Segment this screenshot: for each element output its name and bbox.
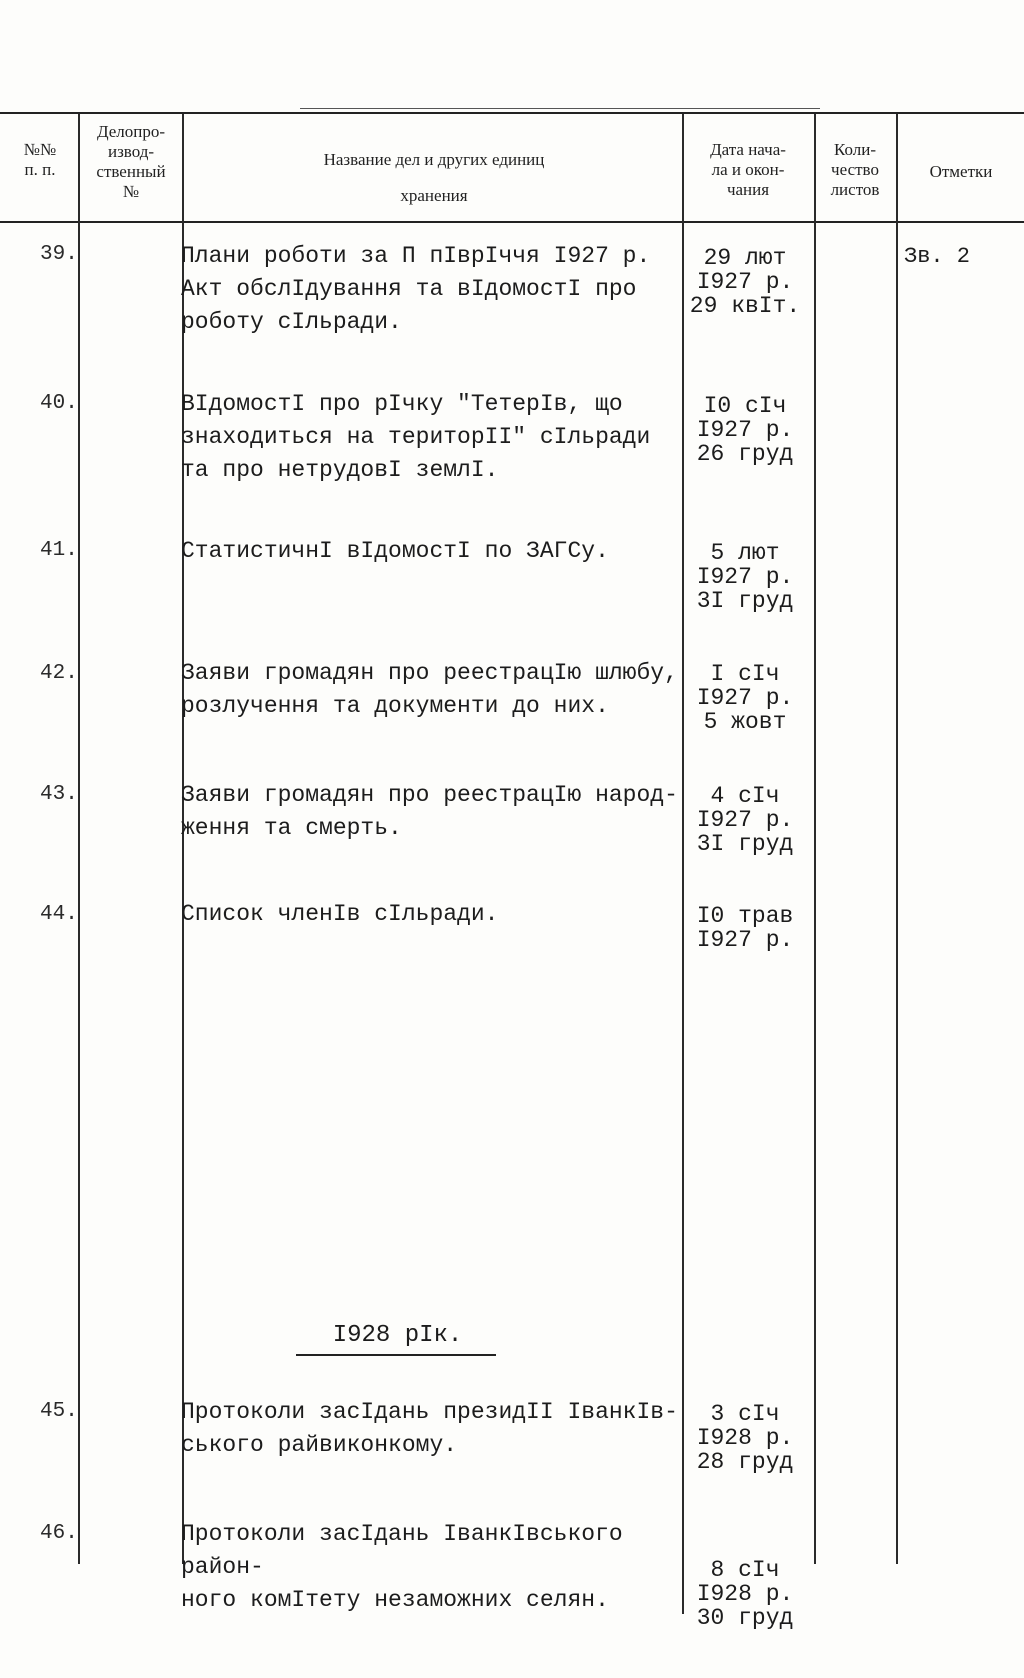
row-45-title: Протоколи засIдань президII IванкIв- ського райвиконкому. [181, 1399, 678, 1458]
row-42-dates: I сIч I927 р. 5 жовт [696, 661, 794, 735]
header-top-rule [0, 112, 1024, 114]
row-46-title: Протоколи засIдань IванкIвського район- ного комIтету незаможних селян. [181, 1521, 623, 1613]
row-42-number: 42. [40, 662, 78, 685]
row-42-title: Заяви громадян про реестрацIю шлюбу, розлучення та документи до них. [181, 660, 678, 719]
row-44-dates: I0 трав I927 р. [696, 903, 794, 953]
row-45-dates: 3 сIч I928 р. 28 груд [696, 1401, 794, 1475]
header-col-dates: Дата нача- ла и окон- чания [710, 140, 786, 199]
row-45-number: 45. [40, 1400, 78, 1423]
row-40-number: 40. [40, 392, 78, 415]
header-col-office: Делопро- извод- ственный № [96, 122, 166, 201]
column-divider-sheets [896, 114, 898, 1564]
header-bottom-rule [0, 221, 1024, 223]
row-41-title: СтатистичнI вIдомостI по ЗАГСу. [181, 538, 609, 564]
header-col-title: Название дел и других единиц хранения [323, 150, 545, 205]
header-col-notes: Отметки [929, 162, 993, 181]
column-divider-num [78, 114, 80, 1564]
row-46-number: 46. [40, 1522, 78, 1545]
year-heading: I928 рIк. [332, 1322, 463, 1349]
row-46-dates: 8 сIч I928 р. 30 груд [696, 1557, 794, 1631]
row-39-number: 39. [40, 243, 78, 266]
row-40-title: ВIдомостI про рIчку "ТетерIв, що знаходиться на територII" сIльради та про нетрудовI землI. [181, 391, 651, 483]
column-divider-dates [814, 114, 816, 1564]
row-43-title: Заяви громадян про реестрацIю народ- ження та смерть. [181, 782, 678, 841]
year-heading-underline [296, 1354, 496, 1356]
row-41-number: 41. [40, 539, 78, 562]
column-divider-title [682, 114, 684, 1614]
row-44-title: Список членIв сIльради. [181, 901, 499, 927]
row-43-number: 43. [40, 783, 78, 806]
row-39-title: Плани роботи за П пIврIччя I927 р. Акт обслIдування та вIдомостI про роботу сIльради. [181, 243, 651, 335]
row-39-dates: 29 лют I927 р. 29 квIт. [689, 245, 801, 319]
header-col-sheets: Коли- чество листов [830, 140, 880, 199]
header-col-num: №№ п. п. [23, 140, 57, 179]
row-43-dates: 4 сIч I927 р. 3I груд [696, 783, 794, 857]
row-40-dates: I0 сIч I927 р. 26 груд [696, 393, 794, 467]
row-41-dates: 5 лют I927 р. 3I груд [696, 540, 794, 614]
header-top-thin-rule [300, 108, 820, 109]
row-44-number: 44. [40, 903, 78, 926]
row-39-note: Зв. 2 [904, 244, 971, 269]
